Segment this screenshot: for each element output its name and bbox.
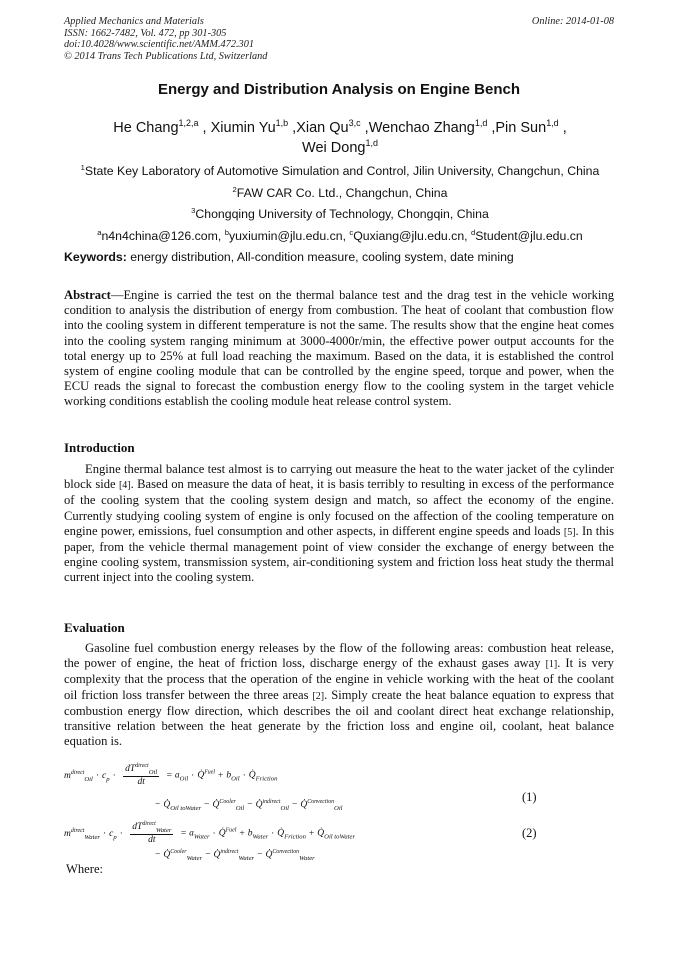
equation-1-number: (1)	[522, 790, 537, 804]
author-name: Wenchao Zhang	[368, 120, 475, 136]
author-affiliation-mark: 3,c	[348, 118, 361, 129]
author-name: Xian Qu	[296, 120, 349, 136]
equation-2-number: (2)	[522, 826, 537, 840]
author-separator: ,	[360, 120, 369, 136]
citation: [2]	[312, 690, 325, 702]
author-affiliation-mark: 1,2,a	[178, 118, 199, 129]
citation: [1]	[545, 659, 558, 671]
issn-line: ISSN: 1662-7482, Vol. 472, pp 301-305	[64, 27, 227, 39]
keywords: Keywords: energy distribution, All-condition measure, cooling system, date mining	[64, 250, 514, 264]
author-name: He Chang	[113, 120, 179, 136]
author-list	[60, 118, 620, 158]
abstract-paragraph: Abstract—Engine is carried the test on the thermal balance test and the drag test in the vehicle working condition to analysis the distribution of energy from combustion. The heat of coolant that combustion flow into the cooling system in different temperature is not the same. The results show that the engine heat comes into the cooling system ranging minimum at 3000-4000r/min, the effective power output accounts for the total energy up to 25% at full load reaching the maximum. Based on the data, it is established the control system of engine cooling module that can be controlled by the engine speed, torque and power, when the ECU reads the signal to forecast the combustion energy flow to the cooling system in the target vehicle working conditions establish the cooling module heat release control system.	[64, 288, 614, 409]
copyright-line: © 2014 Trans Tech Publications Ltd, Switzerland	[64, 50, 268, 62]
equation-2: $m^{direct}_{Water} \cdot c_p$ · $\frac{dT^{direct}_{Water}}{dt}$ = $a_{Water}$ · Q̇$^{Fuel}$ + $b_{Water}$ · $Q̇_{Friction}$ + $Q̇_{Oil toWater}$	[64, 820, 356, 845]
paper-title: Energy and Distribution Analysis on Engine Bench	[158, 81, 520, 98]
author-separator: ,	[558, 120, 567, 136]
author-separator: ,	[198, 120, 211, 136]
doi-line: doi:10.4028/www.scientific.net/AMM.472.301	[64, 39, 254, 50]
where-label: Where:	[66, 862, 104, 876]
author-affiliation-mark: 1,d	[546, 118, 559, 129]
journal-name: Applied Mechanics and Materials	[64, 16, 204, 27]
introduction-heading: Introduction	[64, 440, 135, 455]
equation-1-line-2: − $Q̇_{Oil toWater}$ − Q̇$^{Cooler}_{Oil}$ − Q̇$^{indirect}_{Oil}$ − Q̇$^{Convection}_{Oil}$	[155, 798, 343, 812]
author-name: Xiumin Yu	[210, 120, 276, 136]
author-separator: ,	[487, 120, 496, 136]
author-separator: ,	[288, 120, 297, 136]
citation: [4]	[118, 480, 131, 492]
abstract-label: Abstract	[64, 288, 111, 302]
online-date: Online: 2014-01-08	[531, 16, 614, 27]
evaluation-paragraph: Gasoline fuel combustion energy releases by the flow of the following areas: combustion heat release, the power of engine, the heat of friction loss, discharge energy of the exhaust gases away [1]. It is very complexity that the process that the operation of the engine in vehicle working with the heat of the coolant oil friction loss transfer between the three areas [2]. Simply create the heat balance equation to express that combustion energy flow direction, which describes the oil and coolant direct heat exchange relationship, transitive relation between the heat generate by the friction loss and engine oil, coolant, heat balance equation is.	[64, 641, 614, 749]
equation-2-line-2: − Q̇$^{Cooler}_{Water}$ − Q̇$^{indirect}_{Water}$ − Q̇$^{Convection}_{Water}$	[155, 848, 315, 862]
author-affiliation-mark: 1,d	[474, 118, 488, 129]
journal-header	[64, 16, 267, 62]
citation: [5]	[563, 526, 576, 538]
email-list: $^a$n4n4china@126.com, $^b$yuxiumin@jlu.edu.cn, $^c$Quxiang@jlu.edu.cn, $^d$Student@jlu.edu.cn	[97, 227, 583, 243]
affiliation-3: $^3$Chongqing University of Technology, Chongqin, China	[191, 205, 489, 221]
affiliation-2: $^2$FAW CAR Co. Ltd., Changchun, China	[232, 184, 448, 200]
equation-1: $m^{direct}_{Oil} \cdot c_p$ · $\frac{dT^{direct}_{Oil}}{dt}$ = $a_{Oil}$ · Q̇$^{Fuel}$ + $b_{Oil}$ · $Q̇_{Friction}$	[64, 762, 278, 787]
author-affiliation-mark: 1,d	[365, 138, 378, 149]
author-affiliation-mark: 1,b	[275, 118, 289, 129]
evaluation-heading: Evaluation	[64, 620, 125, 635]
affiliation-1: $^1$State Key Laboratory of Automotive Simulation and Control, Jilin University, Changchun, China	[80, 162, 600, 178]
author-name: Wei Dong	[302, 140, 366, 156]
introduction-paragraph: Engine thermal balance test almost is to carrying out measure the heat to the water jacket of the cylinder block side [4]. Based on measure the data of heat, it is basis terribly to resulting in excess of the performance of the cooling system that the cooling system design and match, so affect the economy of the engine. Currently studying cooling system of engine is only focused on the affection of the cooling temperature on engine power, emissions, fuel consumption and other aspects, in different engine speeds and loads [5]. In this paper, from the vehicle thermal management point of view consider the exchange of energy between the engine cooling system, transmission system, air-conditioning system and friction loss heat study the thermal current inject into the cooling system.	[64, 462, 614, 585]
author-name: Pin Sun	[495, 120, 547, 136]
